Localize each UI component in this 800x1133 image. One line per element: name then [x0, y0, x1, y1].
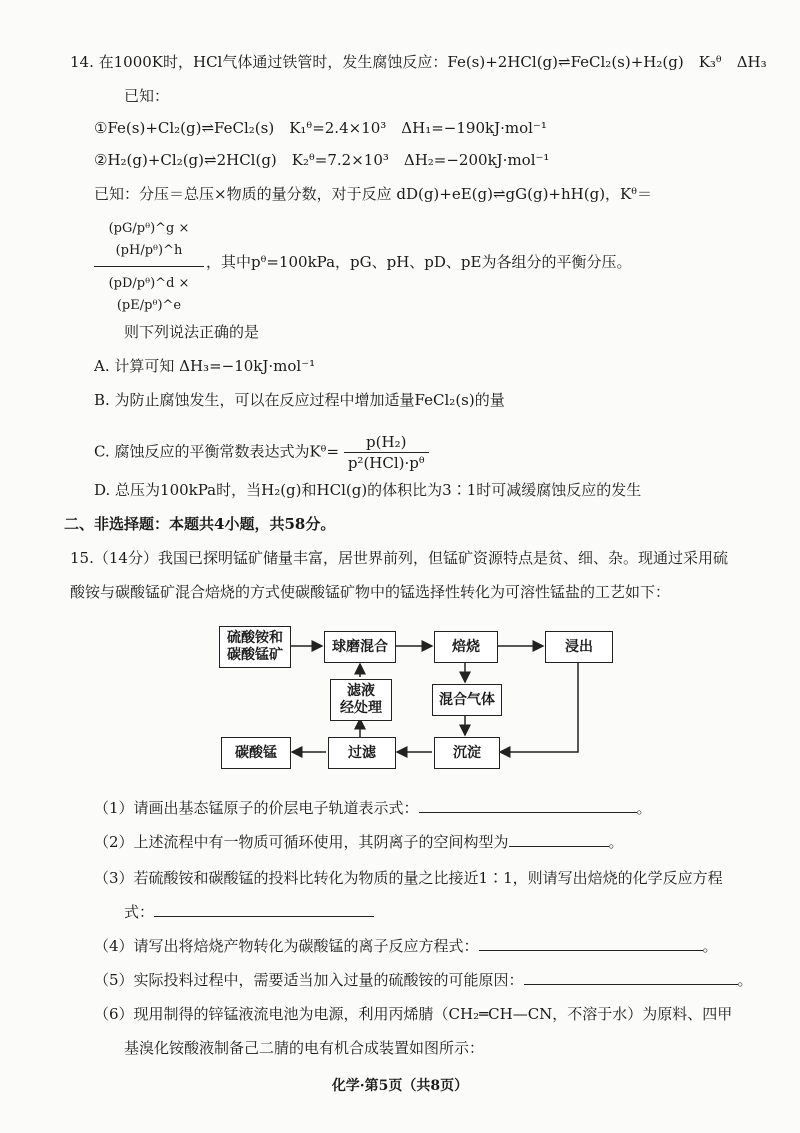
q14-prompt: 则下列说法正确的是	[124, 323, 260, 341]
q15-part-2-text: （2）上述流程中有一物质可循环使用，其阴离子的空间构型为	[94, 833, 509, 851]
q15-part-5	[94, 970, 753, 990]
k-formula-denominator: (pD/pᶿ)^d × (pE/pᶿ)^e	[108, 276, 190, 313]
q15-part-1	[94, 798, 652, 818]
q14-equation-2: ②H₂(g)+Cl₂(g)⇌2HCl(g) K₂ᶿ=7.2×10³ ΔH₂=−200kJ·mol⁻¹	[94, 151, 550, 169]
flow-box-leaching: 浸出	[545, 631, 613, 663]
q14-option-b: B. 为防止腐蚀发生，可以在反应过程中增加适量FeCl₂(s)的量	[94, 391, 505, 409]
q15-part-3-text: 式：	[124, 903, 155, 921]
q14-option-c-numerator: p(H₂)	[344, 432, 429, 453]
q15-intro-line-1: 15.（14分）我国已探明锰矿储量丰富，居世界前列，但锰矿资源特点是贫、细、杂。现通过采用硫	[70, 549, 728, 567]
k-formula-note: ，其中pᶿ=100kPa，pG、pH、pD、pE为各组分的平衡分压。	[206, 253, 632, 271]
q14-option-c-denominator: p²(HCl)·pᶿ	[347, 454, 425, 472]
q14-option-c	[94, 432, 429, 473]
flow-box-filtrate-treatment: 滤液 经处理	[330, 679, 392, 721]
answer-blank-1[interactable]	[419, 798, 637, 813]
flow-box-mixed-gas: 混合气体	[432, 684, 502, 716]
q15-part-4	[94, 936, 718, 956]
section-heading: 二、非选择题：本题共4小题，共58分。	[64, 515, 336, 533]
q15-part-2-end: 。	[608, 833, 624, 851]
flow-box-roasting: 焙烧	[434, 631, 498, 663]
q15-part-4-end: 。	[702, 937, 718, 955]
flow-box-filtration: 过滤	[328, 737, 396, 769]
q15-part-5-end: 。	[737, 971, 753, 989]
arrow-leach-to-precip	[500, 662, 578, 752]
q15-part-2	[94, 832, 624, 852]
q15-part-6-line-1: （6）现用制得的锌锰液流电池为电源，利用丙烯腈（CH₂═CH—CN，不溶于水）为原料、四甲	[94, 1005, 733, 1023]
answer-blank-4[interactable]	[479, 936, 703, 951]
q14-option-c-fraction	[344, 432, 429, 473]
answer-blank-3[interactable]	[154, 902, 374, 917]
q15-intro-line-2: 酸铵与碳酸锰矿混合焙烧的方式使碳酸锰矿物中的锰选择性转化为可溶性锰盐的工艺如下：	[70, 583, 671, 601]
q14-known-label: 已知：	[124, 87, 170, 105]
page-footer: 化学·第5页（共8页）	[331, 1078, 469, 1094]
q15-part-1-text: （1）请画出基态锰原子的价层电子轨道表示式：	[94, 799, 419, 817]
k-formula-numerator: (pG/pᶿ)^g × (pH/pᶿ)^h	[94, 218, 204, 267]
q15-part-4-text: （4）请写出将焙烧产物转化为碳酸锰的离子反应方程式：	[94, 937, 479, 955]
q14-option-a: A. 计算可知 ΔH₃=−10kJ·mol⁻¹	[94, 357, 316, 375]
flow-box-ball-mill: 球磨混合	[324, 631, 396, 663]
flow-box-manganese-carbonate: 碳酸锰	[221, 737, 291, 769]
q14-option-c-text: C. 腐蚀反应的平衡常数表达式为Kᶿ=	[94, 442, 340, 461]
q14-option-d: D. 总压为100kPa时，当H₂(g)和HCl(g)的体积比为3∶1时可减缓腐蚀反应的发生	[94, 481, 642, 499]
flow-box-precipitation: 沉淀	[434, 737, 500, 769]
flow-box-raw-materials: 硫酸铵和 碳酸锰矿	[219, 626, 291, 668]
q14-partial-pressure-def: 已知：分压＝总压×物质的量分数，对于反应 dD(g)+eE(g)⇌gG(g)+hH(g)，Kᶿ＝	[94, 185, 653, 203]
q15-part-5-text: （5）实际投料过程中，需要适当加入过量的硫酸铵的可能原因：	[94, 971, 524, 989]
q14-stem: 14. 在1000K时，HCl气体通过铁管时，发生腐蚀反应：Fe(s)+2HCl(g)⇌FeCl₂(s)+H₂(g) K₃ᶿ ΔH₃	[70, 53, 767, 71]
q15-part-3-line-1: （3）若硫酸铵和碳酸锰的投料比转化为物质的量之比接近1∶1，则请写出焙烧的化学反应方程	[94, 869, 723, 887]
answer-blank-2[interactable]	[509, 832, 609, 847]
k-formula	[94, 218, 204, 317]
q15-part-6-line-2: 基溴化铵酸液制备己二腈的电有机合成装置如图所示：	[124, 1039, 485, 1057]
q15-part-3-line-2	[124, 902, 374, 922]
answer-blank-5[interactable]	[524, 970, 738, 985]
q15-part-1-end: 。	[636, 799, 652, 817]
q14-equation-1: ①Fe(s)+Cl₂(g)⇌FeCl₂(s) K₁ᶿ=2.4×10³ ΔH₁=−190kJ·mol⁻¹	[94, 119, 547, 137]
